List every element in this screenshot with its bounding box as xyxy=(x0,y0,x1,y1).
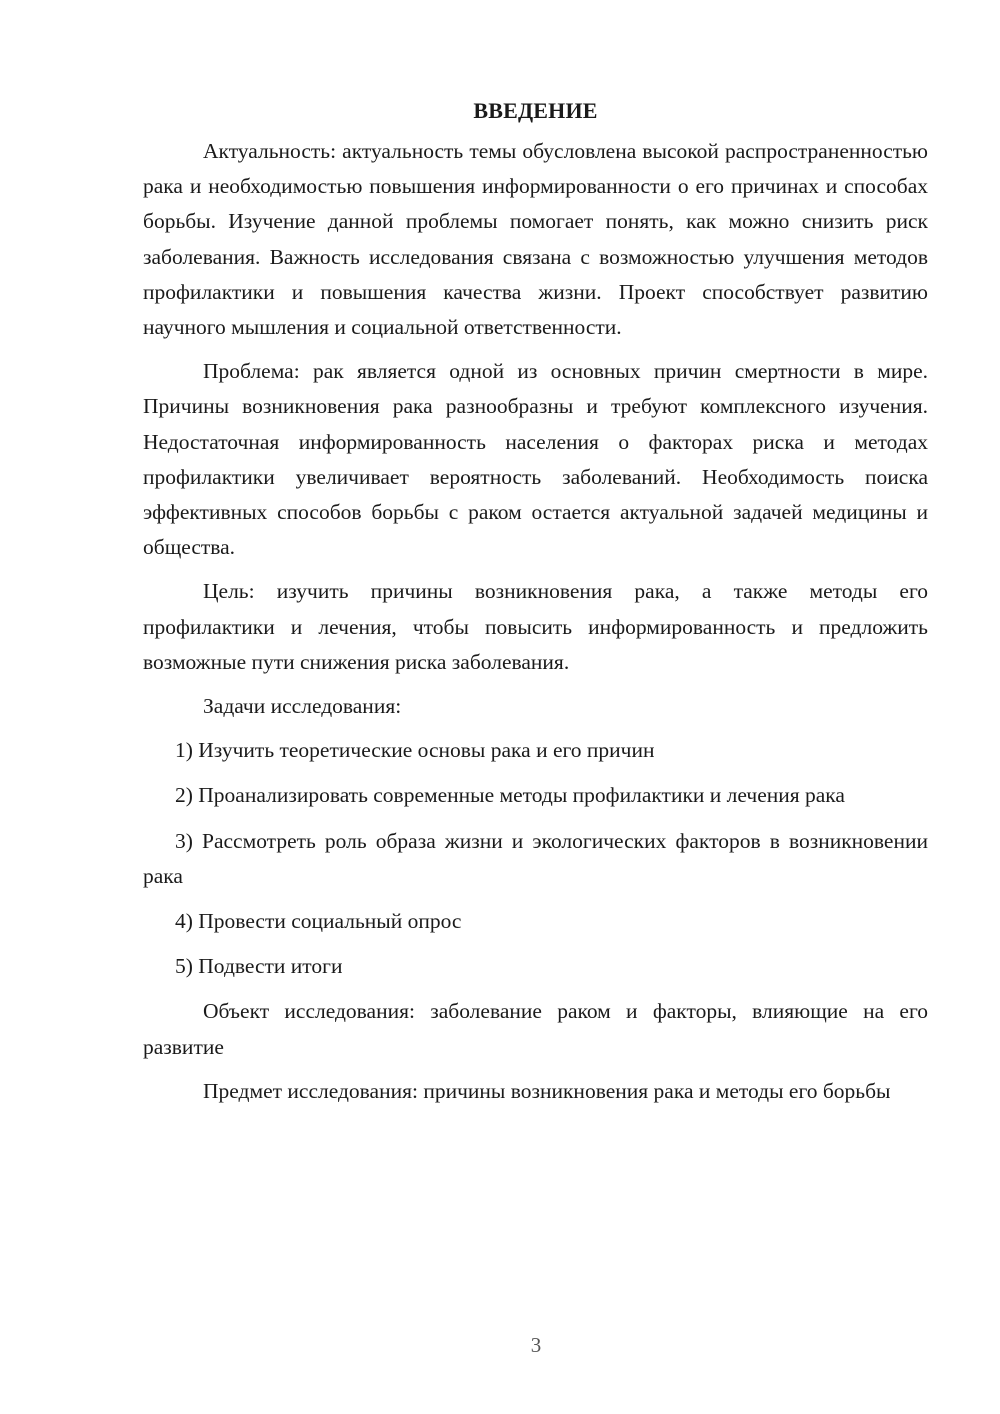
relevance-paragraph: Актуальность: актуальность темы обусловлена высокой распространенностью рака и необходимостью повышения информированности о его причинах и способах борьбы. Изучение данной проблемы помогает понять, как можно снизить риск заболевания. Важность исследования связана с возможностью улучшения методов профилактики и повышения качества жизни. Проект способствует развитию научного мышления и социальной ответственности. xyxy=(143,139,928,340)
task-item: 2) Проанализировать современные методы профилактики и лечения рака xyxy=(175,783,845,808)
problem-paragraph: Проблема: рак является одной из основных причин смертности в мире. Причины возникновения рака разнообразны и требуют комплексного изучения. Недостаточная информированность населения о факторах риска и методах профилактики увеличивает вероятность заболеваний. Необходимость поиска эффективных способов борьбы с раком остается актуальной задачей медицины и общества. xyxy=(143,359,928,560)
tasks-list xyxy=(143,733,928,984)
object-paragraph: Объект исследования: заболевание раком и факторы, влияющие на его развитие xyxy=(143,999,928,1059)
document-page xyxy=(143,93,928,1118)
page-number: 3 xyxy=(530,1333,542,1357)
page-title: ВВЕДЕНИЕ xyxy=(473,98,598,123)
task-item: 4) Провести социальный опрос xyxy=(175,909,462,934)
task-item: 3) Рассмотреть роль образа жизни и экологических факторов в возникновении рака xyxy=(143,828,928,888)
subject-paragraph: Предмет исследования: причины возникновения рака и методы его борьбы xyxy=(203,1078,891,1103)
task-item: 5) Подвести итоги xyxy=(175,954,343,979)
task-item: 1) Изучить теоретические основы рака и его причин xyxy=(175,738,655,763)
tasks-heading: Задачи исследования: xyxy=(203,694,402,719)
goal-paragraph: Цель: изучить причины возникновения рака, а также методы его профилактики и лечения, чтобы повысить информированность и предложить возможные пути снижения риска заболевания. xyxy=(143,579,928,674)
